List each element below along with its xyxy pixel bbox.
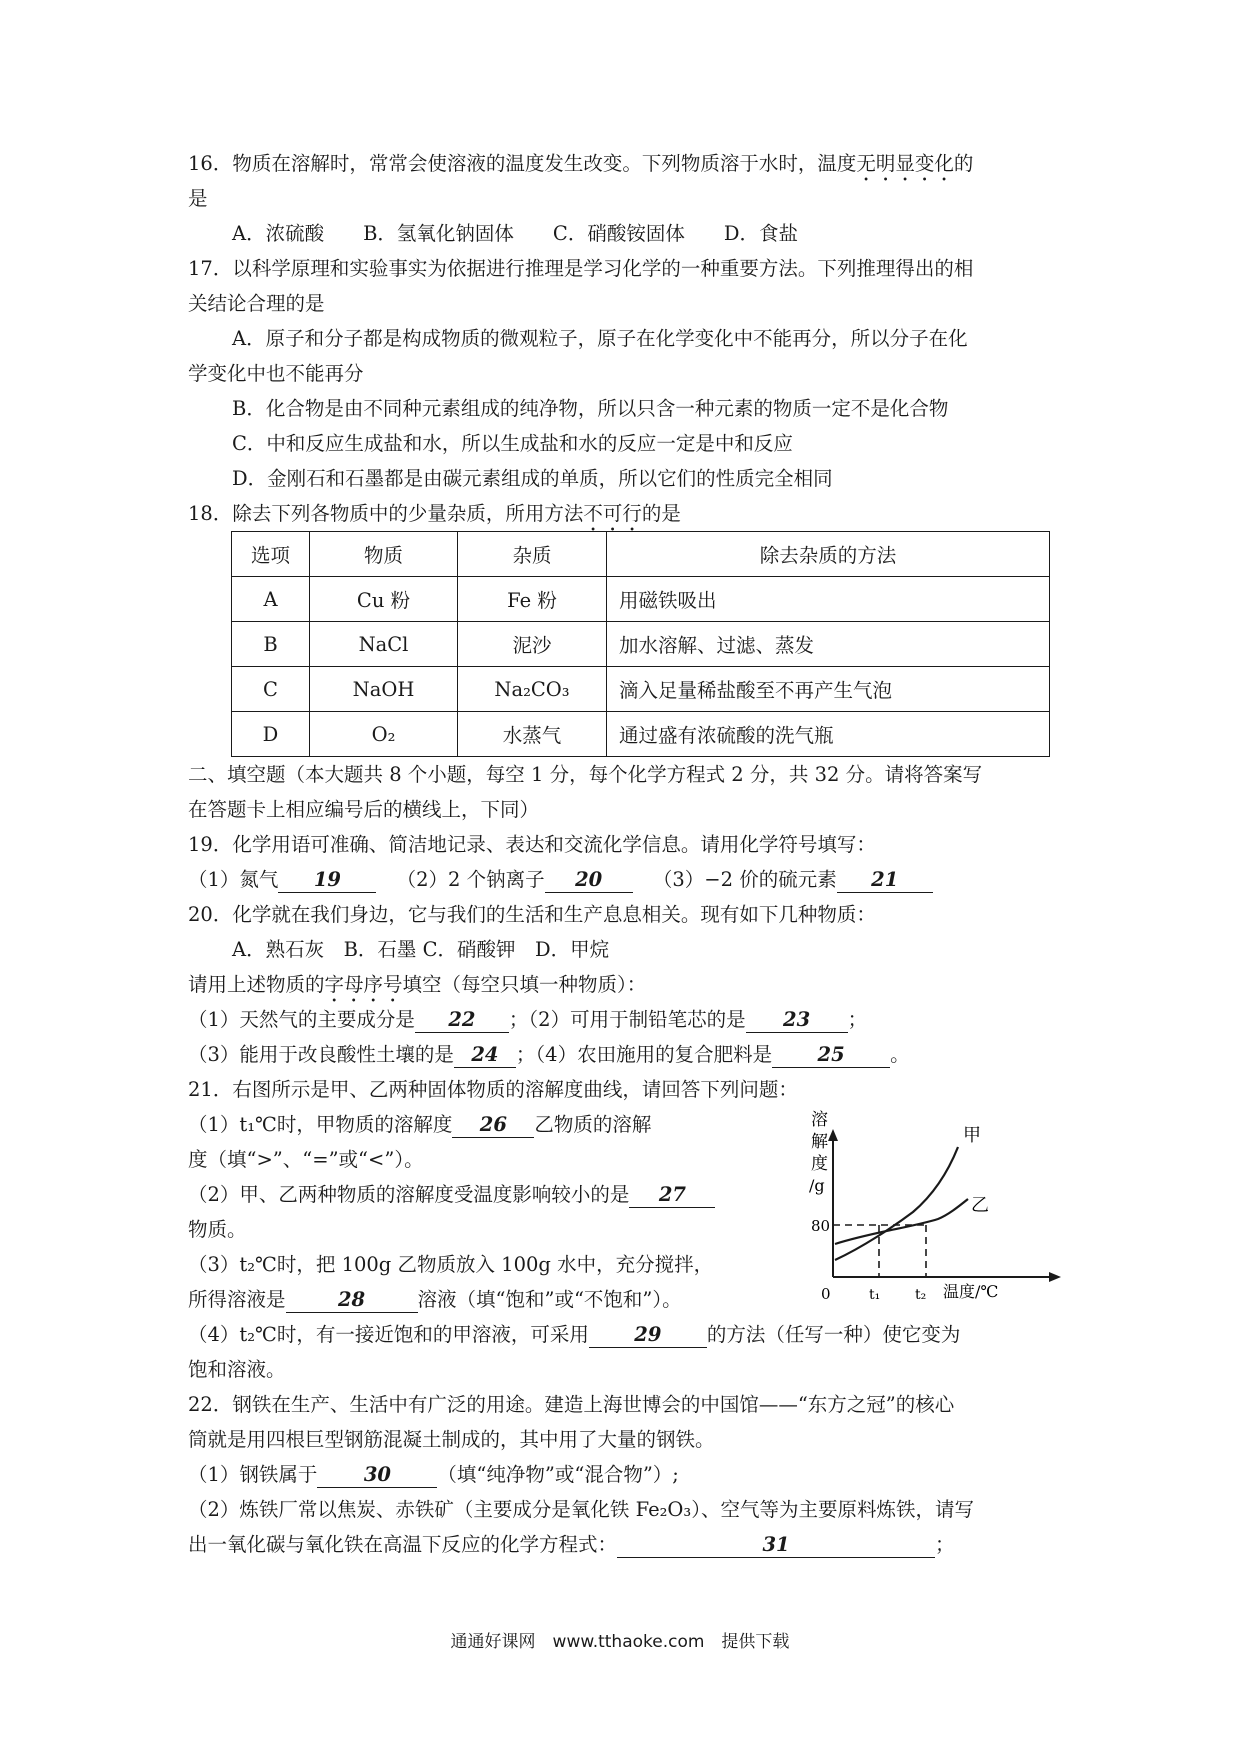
q17-option-c: C．中和反应生成盐和水，所以生成盐和水的反应一定是中和反应 (232, 432, 793, 455)
curve-jia (835, 1147, 958, 1260)
q20-options: A．熟石灰 B．石墨 C．硝酸钾 D．甲烷 (232, 938, 610, 961)
answer-blank-31[interactable]: 31 (617, 1533, 935, 1558)
q21-part3: （3）t₂℃时，把 100g 乙物质放入 100g 水中，充分搅拌， (188, 1253, 714, 1276)
q20-stem: 20．化学就在我们身边，它与我们的生活和生产息息相关。现有如下几种物质： (188, 903, 876, 926)
y-axis-label-char: /g (809, 1176, 825, 1195)
q17-stem-line2: 关结论合理的是 (188, 292, 325, 315)
x-tick-t2: t₂ (915, 1287, 927, 1303)
curve-label-yi: 乙 (971, 1195, 989, 1216)
curve-label-jia: 甲 (963, 1125, 981, 1146)
q16-stem-line1: 16．物质在溶解时，常常会使溶液的温度发生改变。下列物质溶于水时，温度无明显变化的 (188, 152, 974, 175)
q21-part1: （1）t₁℃时，甲物质的溶解度 26 乙物质的溶解 (188, 1113, 652, 1136)
table-cell: Cu 粉 (310, 577, 458, 622)
table-header-row (232, 532, 1050, 577)
q17-option-a-cont: 学变化中也不能再分 (188, 362, 364, 385)
q20-line1: （1）天然气的主要成分是 22 ；（2）可用于制铅笔芯的是 23 ； (188, 1008, 868, 1031)
table-cell: A (232, 577, 310, 622)
table-cell: Fe 粉 (458, 577, 607, 622)
table-header-cell: 物质 (310, 532, 458, 577)
table-header-cell: 杂质 (458, 532, 607, 577)
q22-stem-line2: 筒就是用四根巨型钢筋混凝土制成的，其中用了大量的钢铁。 (188, 1428, 715, 1451)
page-footer: 通通好课网 www.tthaoke.com 提供下载 (450, 1632, 790, 1652)
x-axis-label: 温度/℃ (943, 1282, 999, 1301)
table-cell: 水蒸气 (458, 712, 607, 757)
q17-option-a: A．原子和分子都是构成物质的微观粒子，原子在化学变化中不能再分，所以分子在化 (232, 327, 968, 350)
q21-body (188, 1107, 1058, 1317)
q17-option-d: D．金刚石和石墨都是由碳元素组成的单质，所以它们的性质完全相同 (232, 467, 833, 490)
q21-part1-cont: 度（填“>”、“=”或“<”）。 (188, 1148, 424, 1171)
table-header-cell: 除去杂质的方法 (607, 532, 1050, 577)
answer-blank-24[interactable]: 24 (454, 1043, 516, 1068)
table-cell: O₂ (310, 712, 458, 757)
table-cell: 泥沙 (458, 622, 607, 667)
table-cell: 通过盛有浓硫酸的洗气瓶 (607, 712, 1050, 757)
table-cell: 滴入足量稀盐酸至不再产生气泡 (607, 667, 1050, 712)
q22-part1: （1）钢铁属于 30 （填“纯净物”或“混合物”）; (188, 1463, 679, 1486)
q22-part2-cont: 出一氧化碳与氧化铁在高温下反应的化学方程式： 31 ； (188, 1533, 955, 1556)
q17-option-b: B．化合物是由不同种元素组成的纯净物，所以只含一种元素的物质一定不是化合物 (232, 397, 949, 420)
answer-blank-22[interactable]: 22 (415, 1008, 509, 1033)
table-row (232, 667, 1050, 712)
q20-line2: （3）能用于改良酸性土壤的是 24 ；（4）农田施用的复合肥料是 25 。 (188, 1043, 910, 1066)
section2-heading-line1: 二、填空题（本大题共 8 个小题，每空 1 分，每个化学方程式 2 分，共 32 分。请将答案写 (188, 763, 983, 786)
answer-blank-21[interactable]: 21 (837, 868, 933, 893)
q16-stem-line2: 是 (188, 187, 208, 210)
solubility-curve-graph (783, 1107, 1063, 1307)
q22-stem-line1: 22．钢铁在生产、生活中有广泛的用途。建造上海世博会的中国馆——“东方之冠”的核心 (188, 1393, 955, 1416)
q20-instruction: 请用上述物质的字母序号填空（每空只填一种物质）： (188, 973, 647, 996)
y-axis-arrow (828, 1129, 838, 1141)
q19-stem: 19．化学用语可准确、简洁地记录、表达和交流化学信息。请用化学符号填写： (188, 833, 876, 856)
exam-page (188, 146, 1058, 1562)
answer-blank-30[interactable]: 30 (317, 1463, 437, 1488)
q19-blanks-line: （1）氮气 19 （2）2 个钠离子 20 （3）−2 价的硫元素 21 (188, 862, 1058, 897)
answer-blank-26[interactable]: 26 (452, 1113, 534, 1138)
y-axis-label-char: 度 (811, 1154, 828, 1174)
q16-options: A．浓硫酸 B．氢氧化钠固体 C．硝酸铵固体 D．食盐 (232, 222, 798, 245)
x-tick-t1: t₁ (869, 1287, 881, 1303)
y-tick-80: 80 (811, 1217, 831, 1235)
q21-part2: （2）甲、乙两种物质的溶解度受温度影响较小的是 27 (188, 1177, 1058, 1212)
answer-blank-29[interactable]: 29 (589, 1323, 707, 1348)
q18-table (231, 531, 1050, 757)
table-row (232, 712, 1050, 757)
q17-stem-line1: 17．以科学原理和实验事实为依据进行推理是学习化学的一种重要方法。下列推理得出的相 (188, 257, 974, 280)
table-cell: NaOH (310, 667, 458, 712)
q21-part3-cont: 所得溶液是 28 溶液（填“饱和”或“不饱和”）。 (188, 1288, 682, 1311)
table-row (232, 577, 1050, 622)
answer-blank-25[interactable]: 25 (772, 1043, 890, 1068)
q21-stem: 21．右图所示是甲、乙两种固体物质的溶解度曲线，请回答下列问题： (188, 1078, 798, 1101)
table-header-cell: 选项 (232, 532, 310, 577)
answer-blank-28[interactable]: 28 (286, 1288, 418, 1313)
answer-blank-20[interactable]: 20 (545, 868, 633, 893)
table-cell: D (232, 712, 310, 757)
q22-part2: （2）炼铁厂常以焦炭、赤铁矿（主要成分是氧化铁 Fe₂O₃）、空气等为主要原料炼铁，请写 (188, 1498, 974, 1521)
x-axis-arrow (1049, 1272, 1061, 1282)
table-cell: 加水溶解、过滤、蒸发 (607, 622, 1050, 667)
table-cell: Na₂CO₃ (458, 667, 607, 712)
y-axis-label-char: 解 (811, 1132, 828, 1152)
answer-blank-19[interactable]: 19 (278, 868, 376, 893)
table-cell: C (232, 667, 310, 712)
y-axis-label-char: 溶 (811, 1110, 828, 1130)
table-cell: NaCl (310, 622, 458, 667)
q18-stem: 18．除去下列各物质中的少量杂质，所用方法不可行的是 (188, 502, 681, 525)
q21-part4-cont: 饱和溶液。 (188, 1358, 286, 1381)
table-row (232, 622, 1050, 667)
table-cell: 用磁铁吸出 (607, 577, 1050, 622)
section2-heading-line2: 在答题卡上相应编号后的横线上，下同） (188, 798, 540, 821)
answer-blank-27[interactable]: 27 (629, 1183, 715, 1208)
origin-label: 0 (821, 1285, 831, 1303)
q21-part2-cont: 物质。 (188, 1218, 247, 1241)
answer-blank-23[interactable]: 23 (746, 1008, 848, 1033)
q21-part4: （4）t₂℃时，有一接近饱和的甲溶液，可采用 29 的方法（任写一种）使它变为 (188, 1323, 961, 1346)
table-cell: B (232, 622, 310, 667)
